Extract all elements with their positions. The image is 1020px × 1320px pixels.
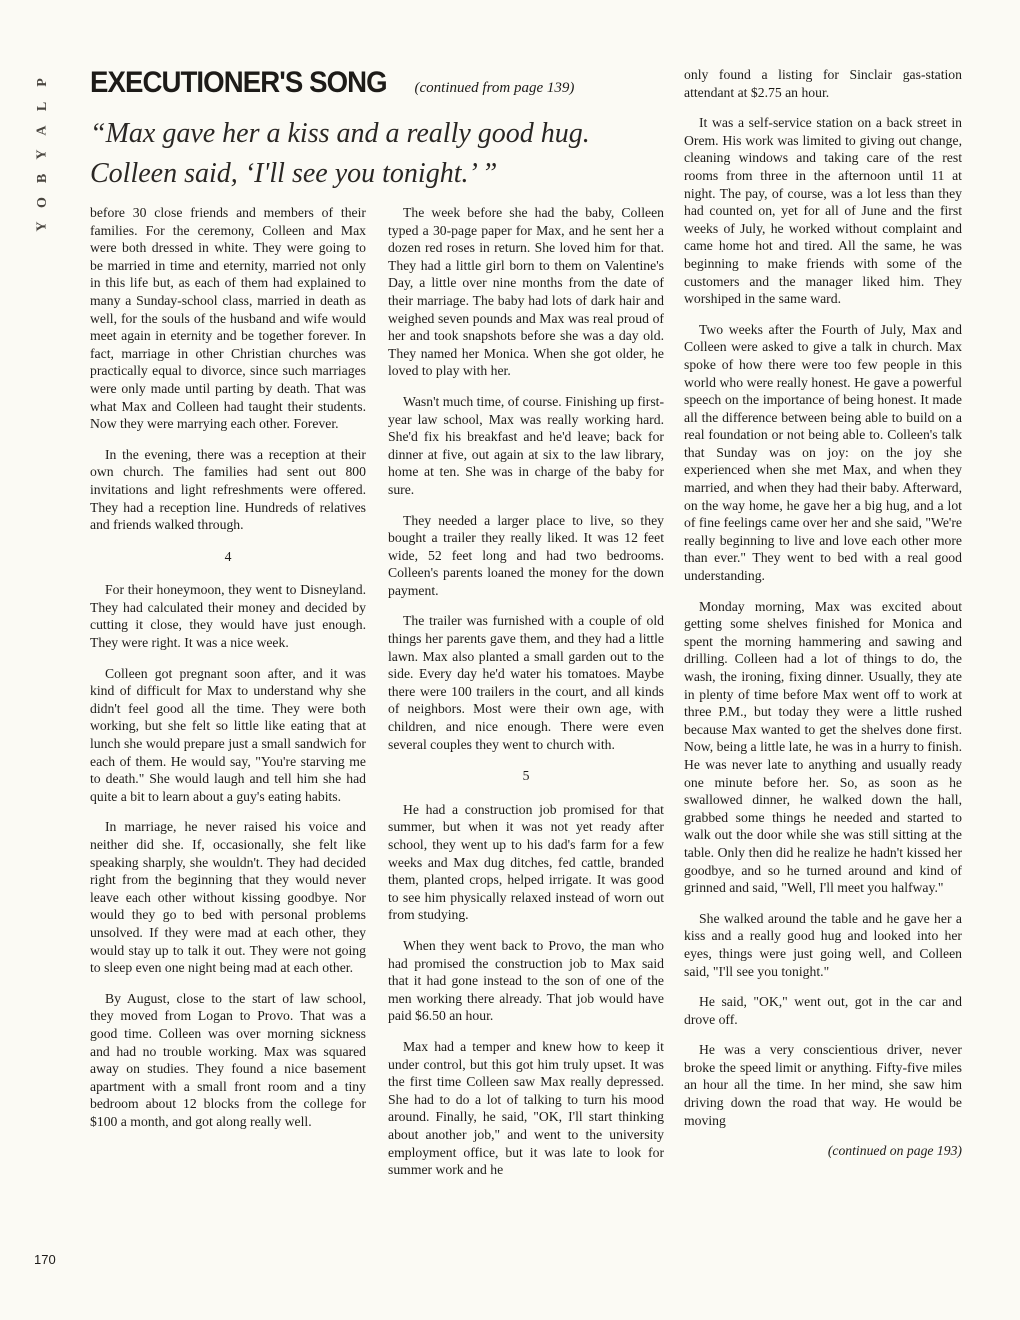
paragraph: He was a very conscientious driver, never broke the speed limit or anything. Fifty-five miles an hour all the time. In her mind, she saw him driving down the road that way. He would be moving bbox=[684, 1042, 962, 1128]
paragraph: before 30 close friends and members of their families. For the ceremony, Colleen and Max were both dressed in white. They were going to be married in time and eternity, married not only in this life but, as each of them had explained to many a Sunday-school class, married in death as well, for the souls of the husband and wife would meet again in eternity and be together forever. In fact, marriage in other Christian churches was practically equal to divorce, since such marriages were only made until parting by death. That was what Max and Colleen had taught their students. Now they were marrying each other. Forever. bbox=[90, 205, 366, 432]
page-number: 170 bbox=[34, 1252, 56, 1267]
section-number: 5 bbox=[522, 768, 530, 784]
paragraph: She walked around the table and he gave her a kiss and a really good hug and looked into her eyes, things were just going well, and Colleen said, "I'll see you tonight." bbox=[684, 910, 962, 979]
paragraph: Max had a temper and knew how to keep it under control, but this got him truly upset. It was the first time Colleen saw Max really depressed. She had to do a lot of talking to turn his mood around. Finally, he said, "OK, I'll start thinking about another job," and went to the university employment office, but it was late to look for summer work and he bbox=[388, 1038, 664, 1178]
magazine-side-label bbox=[28, 74, 58, 234]
paragraph: By August, close to the start of law school, they moved from Logan to Provo. That was a good time. Colleen was over morning sickness and had no trouble working. Max was squared away on studies. They found a nice basement apartment with a small front room and a tiny bedroom about 12 blocks from the college for $100 a month, and got along really well. bbox=[90, 990, 366, 1129]
paragraph: only found a listing for Sinclair gas-station attendant at $2.75 an hour. bbox=[684, 67, 962, 100]
text-column-1 bbox=[90, 204, 366, 1144]
paragraph: He said, "OK," went out, got in the car and drove off. bbox=[684, 994, 962, 1027]
paragraph: In the evening, there was a reception at their own church. The families had sent out 800 invitations and light refreshments were offered. They had a reception line. Hundreds of relatives and friends walked through. bbox=[90, 446, 366, 533]
paragraph: In marriage, he never raised his voice and neither did she. If, occasionally, she felt like speaking sharply, she wouldn't. They had decided right from the beginning that they would never leave each other without kissing goodbye. Nor would they go to bed with personal problems unsolved. If they were mad at each other, they would stay up to talk it out. They were not going to sleep even one night being mad at each other. bbox=[90, 819, 366, 976]
continued-from-note: (continued from page 139) bbox=[414, 80, 575, 96]
side-letter: Y bbox=[35, 220, 50, 232]
paragraph: The week before she had the baby, Colleen typed a 30-page paper for Max, and he sent her a dozen red roses in return. She loved him for that. They had a little girl born to them on Valentine's Day, a little over nine months from the date of their marriage. The baby had lots of dark hair and weighed seven pounds and Max was real proud of her and took snapshots before she was a day old. They named her Monica. When she got older, he loved to play with her. bbox=[388, 205, 664, 379]
pull-quote: “Max gave her a kiss and a really good hug. Colleen said, ‘I'll see you tonight.’ ” bbox=[90, 118, 590, 189]
side-letter: B bbox=[35, 172, 50, 184]
continued-on-note: (continued on page 193) bbox=[827, 1143, 962, 1159]
article-header bbox=[90, 66, 670, 100]
paragraph: Wasn't much time, of course. Finishing up first-year law school, Max was really working hard. She'd fix his breakfast and he'd leave; back for dinner at five, out again at six to the law library, home at ten. She was in charge of the baby for sure. bbox=[388, 393, 665, 497]
paragraph: He had a construction job promised for that summer, but when it was not yet ready after school, they went up to his dad's farm for a few weeks and Max dug ditches, fed cattle, branded them, planted crops, helped irrigate. It was good to see him physically relaxed instead of worn out from studying. bbox=[388, 801, 664, 923]
side-letter: A bbox=[35, 124, 50, 136]
side-letter: L bbox=[35, 100, 50, 112]
paragraph: They needed a larger place to live, so they bought a trailer they really liked. It was 12 feet wide, 52 feet long and had two bedrooms. Colleen's parents loaned the money for the down payment. bbox=[388, 512, 664, 598]
paragraph: It was a self-service station on a back street in Orem. His work was limited to giving out change, cleaning windows and taking care of the rest rooms from three in the afternoon until 11 at night. The pay, of course, was a lot less than they had counted on, yet for all of June and the first weeks of July, he worked without complaint and came home hot and tired. All the same, he was beginning to make friends with some of the customers and the manager liked him. They worshiped in the same ward. bbox=[684, 115, 962, 307]
side-letter: O bbox=[34, 196, 50, 208]
text-column-3 bbox=[684, 66, 962, 1173]
paragraph: Monday morning, Max was excited about getting some shelves finished for Monica and spent the morning hammering and sawing and drilling. Colleen had a lot of things to do, the wash, the ironing, fixing dinner. Usually, they ate in plenty of time before Max went off to work at three P.M., but today they were a little rushed because Max wanted to get the shelves done first. Now, being a little late, he was in a hurry to finish. He was never late to anything and usually ready one minute before her. So, as soon as he swallowed dinner, he walked down the hall, grabbed some things he needed and started to walk out the door while she was still sitting at the table. Only then did he realize he hadn't kissed her goodbye, and so he turned around and kind of grinned and said, "Well, I'll meet you halfway." bbox=[684, 598, 962, 896]
paragraph: The trailer was furnished with a couple of old things her parents gave them, and they had a little lawn. Max also planted a small garden out to the side. Every day he'd water his tomatoes. Maybe there were 100 trailers in the court, and all kinds of neighbors. Most were their own age, with children, and nice enough. There were even several couples they went to church with. bbox=[388, 613, 664, 752]
article-title: EXECUTIONER'S SONG bbox=[90, 66, 387, 99]
side-letter: Y bbox=[35, 148, 50, 160]
paragraph: For their honeymoon, they went to Disneyland. They had calculated their money and decided by cutting it close, they would have just enough. They were right. It was a nice week. bbox=[90, 582, 366, 651]
paragraph: Colleen got pregnant soon after, and it was kind of difficult for Max to understand why she didn't feel good all the time. They were both working, but she felt so little like eating that at lunch she would prepare just a small sandwich for each of them. He would say, "You're starving me to death." She would laugh and tell him she had quite a bit to learn about a guy's eating habits. bbox=[90, 665, 366, 804]
paragraph: When they went back to Provo, the man who had promised the construction job to Max said that it had gone instead to the son of one of the men working there already. That job would have paid $6.50 an hour. bbox=[388, 937, 664, 1024]
section-number: 4 bbox=[224, 548, 232, 564]
paragraph: Two weeks after the Fourth of July, Max and Colleen were asked to give a talk in church. Max spoke of how there were too few people in this world who were really honest. He gave a powerful speech on the importance of being honest. It made all the difference between being able to build on a real foundation or not being able to. Colleen's talk that Sunday was on joy: on the joy she experienced when she met Max, and when they married, and when they had their baby. Afterward, on the way home, he gave her a big hug, and a lot of fine feelings came over her and she said, "We're really beginning to live and love each other more than ever." They went to bed with a real good understanding. bbox=[684, 321, 962, 584]
side-letter: P bbox=[35, 77, 50, 87]
text-column-2 bbox=[388, 204, 664, 1192]
